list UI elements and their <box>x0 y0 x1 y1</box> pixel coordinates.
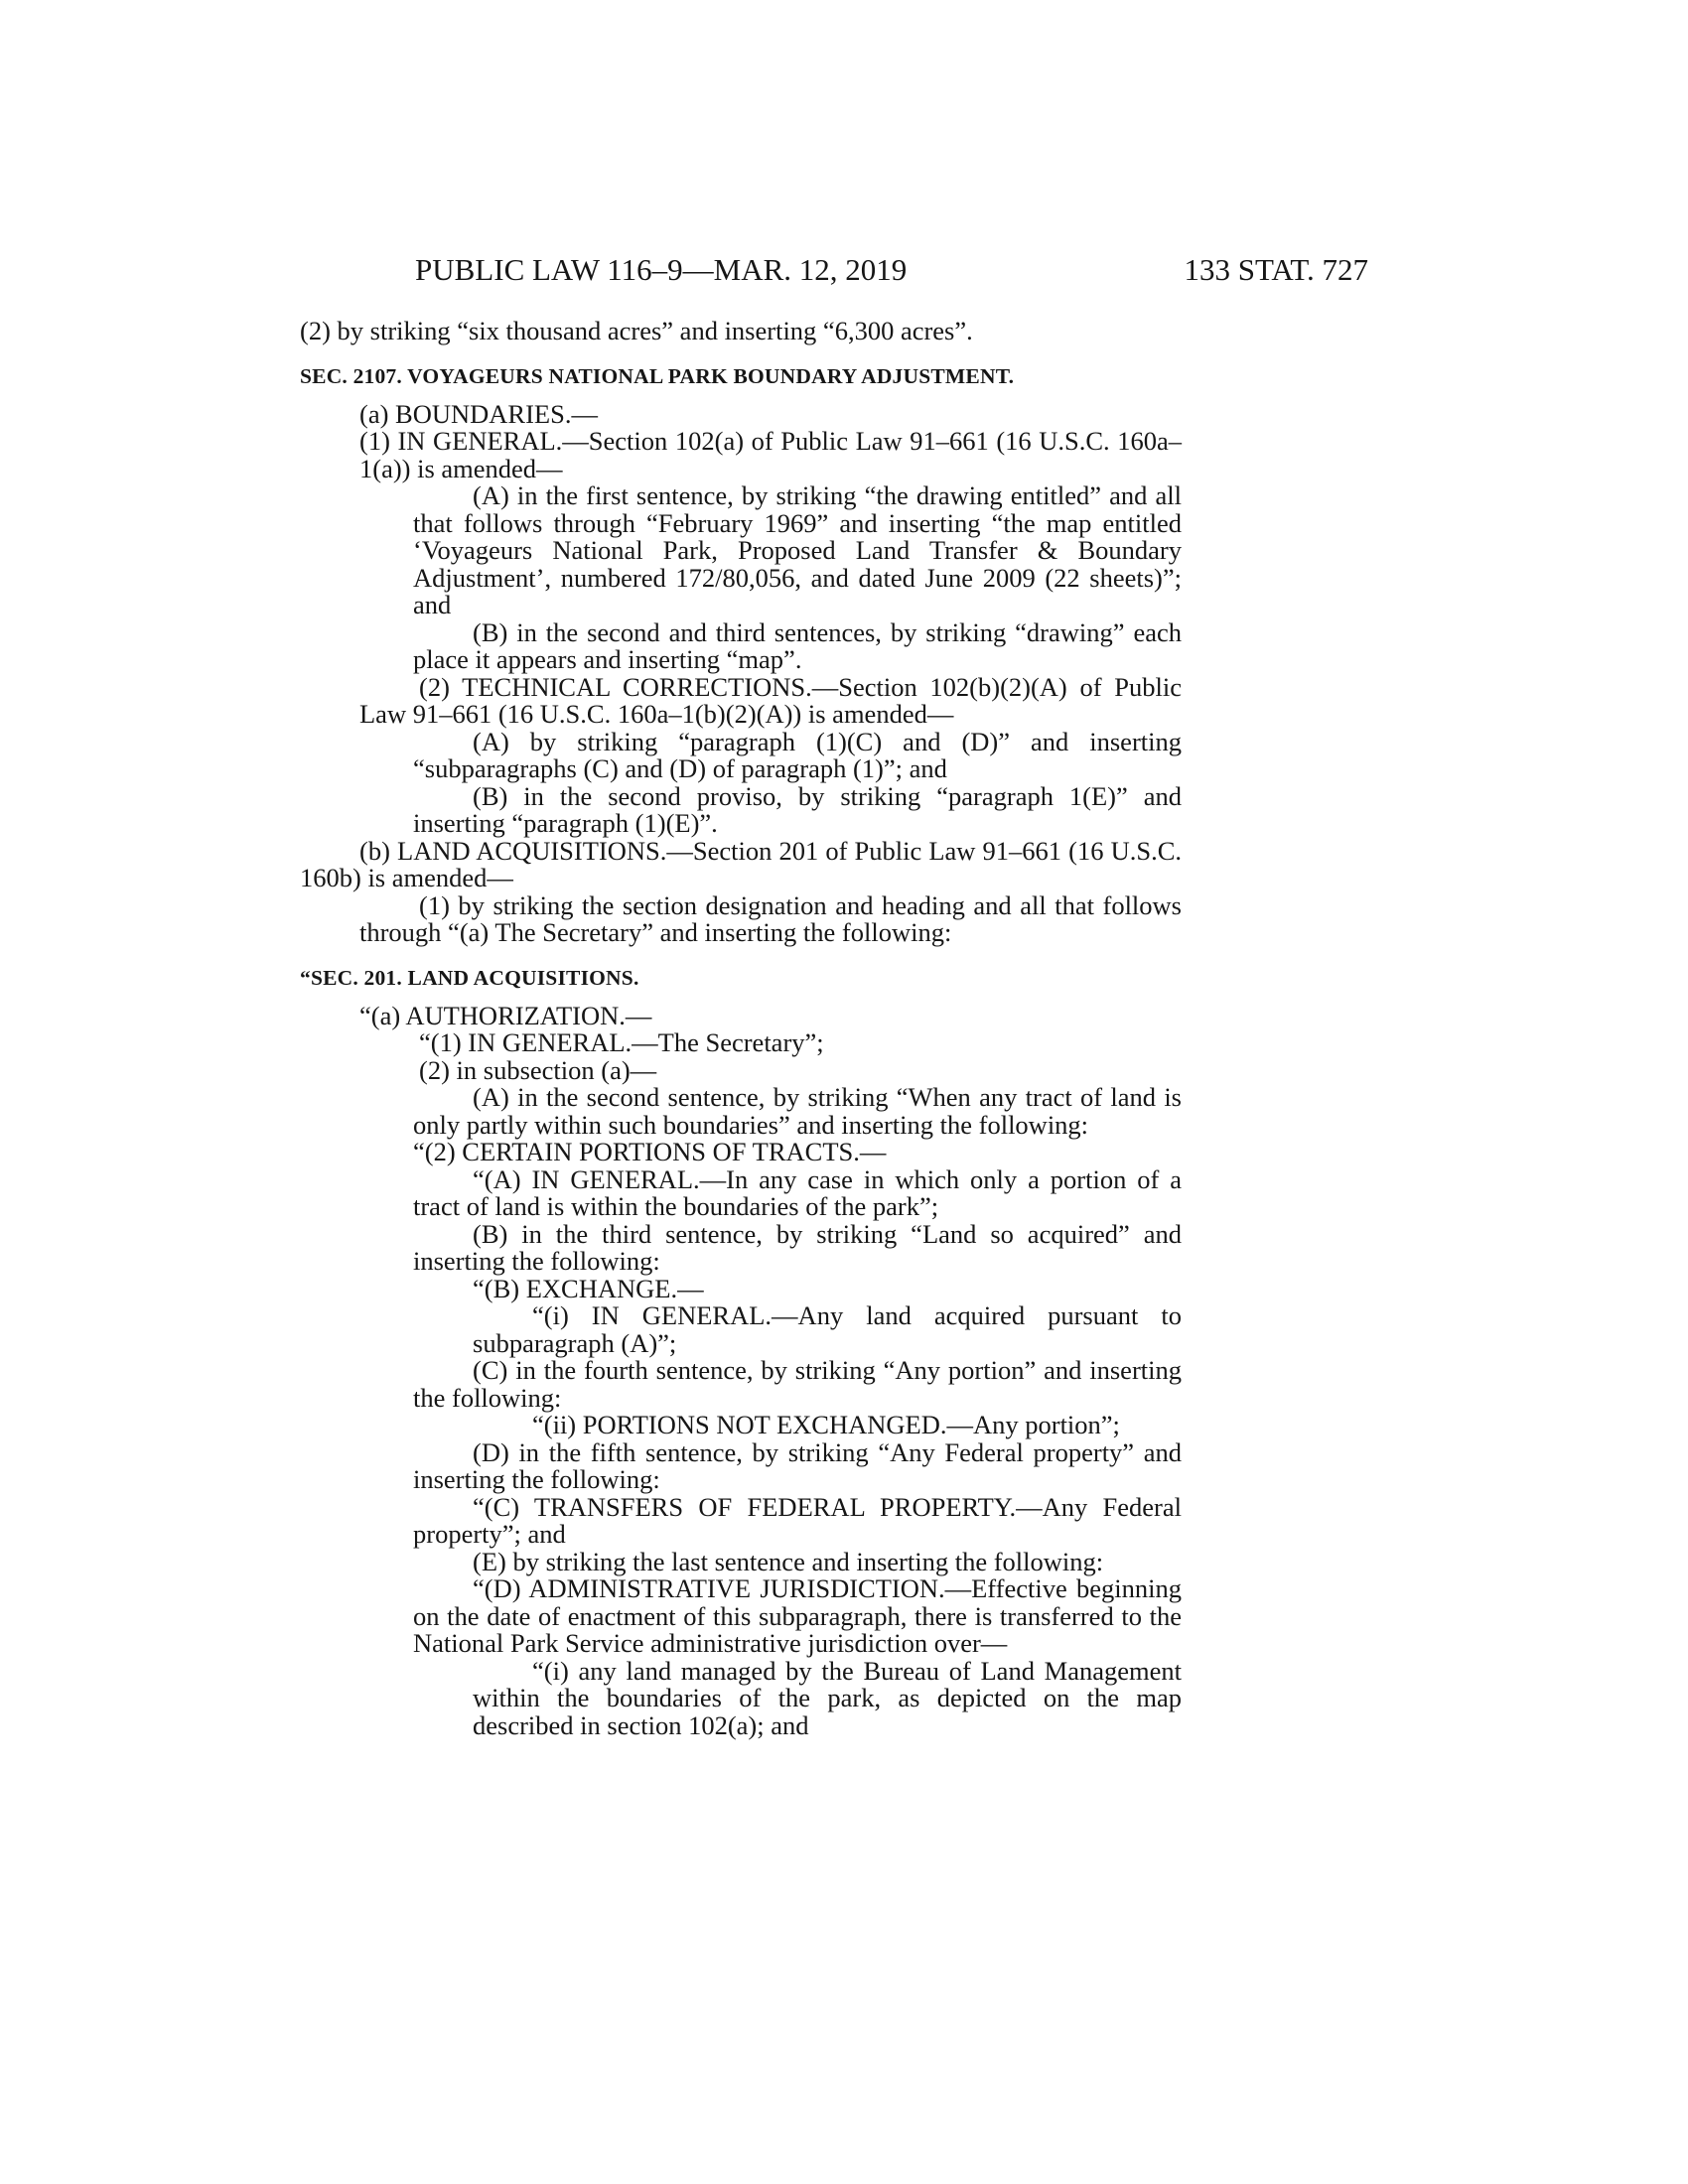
paragraph: (1) IN GENERAL.—Section 102(a) of Public Law 91–661 (16 U.S.C. 160a–1(a)) is amended— <box>359 426 1182 483</box>
paragraph: “(D) ADMINISTRATIVE JURISDICTION.—Effective beginning on the date of enactment of this subparagraph, there is transferred to the National Park Service administrative jurisdiction over— <box>413 1573 1182 1658</box>
paragraph: “(a) AUTHORIZATION.— <box>359 1000 652 1030</box>
paragraph: (E) by striking the last sentence and inserting the following: <box>473 1546 1104 1576</box>
paragraph: “(2) CERTAIN PORTIONS OF TRACTS.— <box>413 1137 887 1166</box>
paragraph: (a) BOUNDARIES.— <box>359 398 598 429</box>
section-heading: SEC. 2107. VOYAGEURS NATIONAL PARK BOUNDARY ADJUSTMENT. <box>300 363 1015 388</box>
paragraph: (B) in the second and third sentences, by striking “drawing” each place it appears and inserting “map”. <box>413 616 1182 674</box>
page-header <box>415 248 1368 292</box>
paragraph: (B) in the third sentence, by striking “Land so acquired” and inserting the following: <box>413 1218 1182 1276</box>
paragraph: (2) TECHNICAL CORRECTIONS.—Section 102(b)(2)(A) of Public Law 91–661 (16 U.S.C. 160a–1(b)(2)(A)) is amended— <box>359 671 1182 729</box>
paragraph: (A) by striking “paragraph (1)(C) and (D)” and inserting “subparagraphs (C) and (D) of paragraph (1)”; and <box>413 726 1182 783</box>
paragraph: (2) by striking “six thousand acres” and inserting “6,300 acres”. <box>300 316 973 345</box>
paragraph: (D) in the fifth sentence, by striking “Any Federal property” and inserting the following: <box>413 1436 1182 1494</box>
paragraph: “(i) any land managed by the Bureau of Land Management within the boundaries of the park, as depicted on the map described in section 102(a); and <box>473 1655 1182 1740</box>
paragraph: (1) by striking the section designation and heading and all that follows through “(a) The Secretary” and inserting the following: <box>359 889 1182 947</box>
paragraph: (A) in the first sentence, by striking “the drawing entitled” and all that follows through “February 1969” and inserting “the map entitled ‘Voyageurs National Park, Proposed Land Transfer & Boundary Adjustment’, numbered 172/80,056, and dated June 2009 (22 sheets)”; and <box>413 480 1182 619</box>
paragraph: (B) in the second proviso, by striking “paragraph 1(E)” and inserting “paragraph (1)(E)”. <box>413 780 1182 838</box>
paragraph: “(A) IN GENERAL.—In any case in which only a portion of a tract of land is within the boundaries of the park”; <box>413 1163 1182 1221</box>
section-heading: “SEC. 201. LAND ACQUISITIONS. <box>300 965 639 990</box>
paragraph: (A) in the second sentence, by striking “When any tract of land is only partly within such boundaries” and inserting the following: <box>413 1082 1182 1140</box>
paragraph: (2) in subsection (a)— <box>419 1054 657 1085</box>
paragraph: “(1) IN GENERAL.—The Secretary”; <box>419 1027 824 1057</box>
stat-page-number: 133 STAT. 727 <box>1184 252 1368 287</box>
paragraph: “(B) EXCHANGE.— <box>473 1273 704 1303</box>
page-title: PUBLIC LAW 116–9—MAR. 12, 2019 <box>415 252 908 287</box>
document-body <box>300 318 1182 1739</box>
paragraph: “(C) TRANSFERS OF FEDERAL PROPERTY.—Any Federal property”; and <box>413 1491 1182 1549</box>
paragraph: (C) in the fourth sentence, by striking “Any portion” and inserting the following: <box>413 1355 1182 1413</box>
paragraph: “(ii) PORTIONS NOT EXCHANGED.—Any portion”; <box>532 1410 1120 1439</box>
paragraph: (b) LAND ACQUISITIONS.—Section 201 of Public Law 91–661 (16 U.S.C. 160b) is amended— <box>300 835 1182 892</box>
paragraph: “(i) IN GENERAL.—Any land acquired pursuant to subparagraph (A)”; <box>473 1300 1182 1358</box>
